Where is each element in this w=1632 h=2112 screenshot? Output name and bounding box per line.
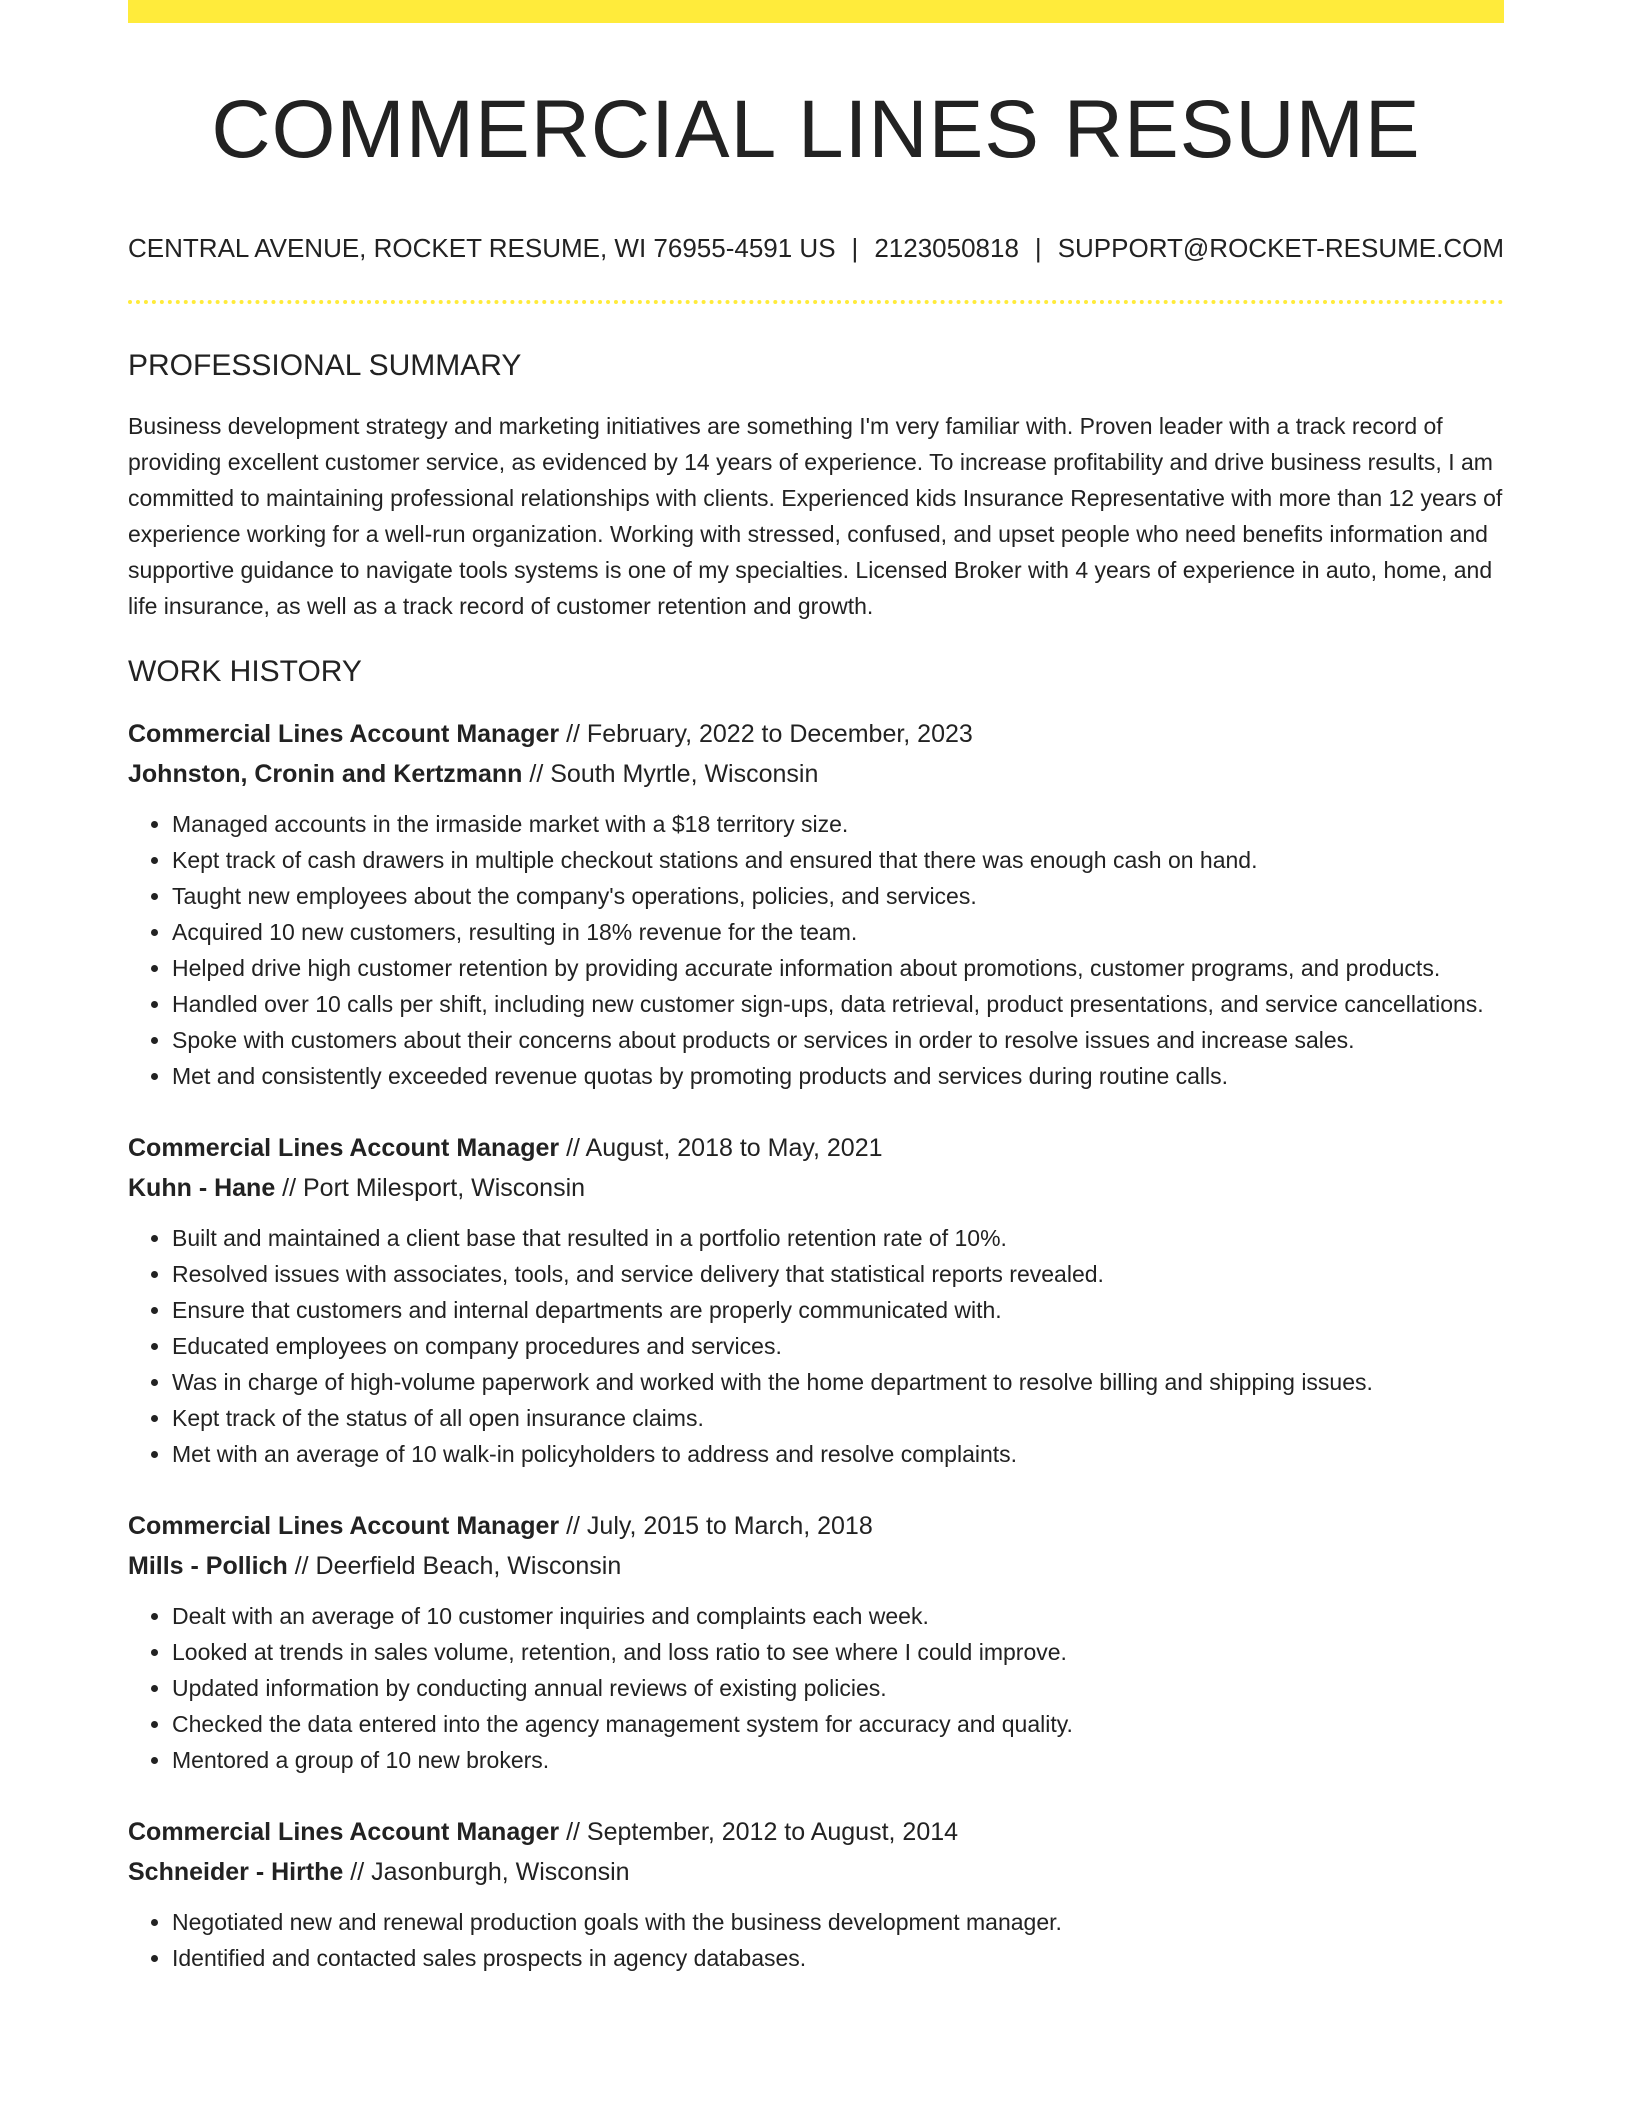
- job-bullet: • Managed accounts in the irmaside market with a $18 territory size.: [172, 806, 1504, 842]
- job-company: Johnston, Cronin and Kertzmann: [128, 760, 523, 788]
- job-bullet: • Mentored a group of 10 new brokers.: [172, 1742, 1504, 1778]
- job-bullet: • Checked the data entered into the agency management system for accuracy and quality.: [172, 1706, 1504, 1742]
- job-bullet: • Kept track of the status of all open insurance claims.: [172, 1400, 1504, 1436]
- job-company: Schneider - Hirthe: [128, 1858, 344, 1886]
- job-company-line: [128, 1168, 1504, 1208]
- job-title: Commercial Lines Account Manager: [128, 1818, 560, 1846]
- job-dates: // February, 2022 to December, 2023: [559, 720, 973, 748]
- job-bullet: • Ensure that customers and internal departments are properly communicated with.: [172, 1292, 1504, 1328]
- job-title-line: [128, 714, 1504, 754]
- page-title: COMMERCIAL LINES RESUME: [211, 84, 1421, 175]
- job-location: // Deerfield Beach, Wisconsin: [287, 1552, 622, 1580]
- job-dates: // August, 2018 to May, 2021: [559, 1134, 883, 1162]
- job-bullet: • Identified and contacted sales prospects in agency databases.: [172, 1940, 1504, 1976]
- job-title: Commercial Lines Account Manager: [128, 720, 560, 748]
- header-divider: [128, 300, 1504, 304]
- job-entry: [128, 1506, 1504, 1778]
- job-bullet: • Looked at trends in sales volume, retention, and loss ratio to see where I could improve.: [172, 1634, 1504, 1670]
- contact-separator: |: [851, 233, 859, 263]
- job-bullet: • Met with an average of 10 walk-in policyholders to address and resolve complaints.: [172, 1436, 1504, 1472]
- job-bullets: [128, 806, 1504, 1094]
- job-company: Kuhn - Hane: [128, 1174, 276, 1202]
- job-bullet: • Negotiated new and renewal production goals with the business development manager.: [172, 1904, 1504, 1940]
- job-title-line: [128, 1128, 1504, 1168]
- job-entry: [128, 1128, 1504, 1472]
- job-bullet: • Helped drive high customer retention by providing accurate information about promotions, customer programs, and products.: [172, 950, 1504, 986]
- job-location: // Port Milesport, Wisconsin: [275, 1174, 586, 1202]
- work-history-heading: WORK HISTORY: [128, 655, 362, 688]
- job-list: [128, 714, 1504, 1976]
- job-location: // South Myrtle, Wisconsin: [522, 760, 819, 788]
- job-dates: // July, 2015 to March, 2018: [559, 1512, 873, 1540]
- job-entry: [128, 714, 1504, 1094]
- job-title: Commercial Lines Account Manager: [128, 1134, 560, 1162]
- contact-line: [128, 232, 1504, 264]
- contact-address: CENTRAL AVENUE, ROCKET RESUME, WI 76955-4591 US: [128, 233, 836, 263]
- contact-phone: 2123050818: [874, 233, 1019, 263]
- summary-heading: PROFESSIONAL SUMMARY: [128, 349, 522, 382]
- job-bullet: • Was in charge of high-volume paperwork and worked with the home department to resolve billing and shipping issues.: [172, 1364, 1504, 1400]
- job-entry: [128, 1812, 1504, 1976]
- job-bullet: • Kept track of cash drawers in multiple checkout stations and ensured that there was enough cash on hand.: [172, 842, 1504, 878]
- job-bullet: • Dealt with an average of 10 customer inquiries and complaints each week.: [172, 1598, 1504, 1634]
- job-bullet: • Resolved issues with associates, tools, and service delivery that statistical reports revealed.: [172, 1256, 1504, 1292]
- job-company-line: [128, 1546, 1504, 1586]
- job-bullet: • Acquired 10 new customers, resulting in 18% revenue for the team.: [172, 914, 1504, 950]
- job-bullet: • Met and consistently exceeded revenue quotas by promoting products and services during routine calls.: [172, 1058, 1504, 1094]
- summary-text: Business development strategy and marketing initiatives are something I'm very familiar with. Proven leader with a track record of providing excellent customer service, as evidenced by 14 years of experience. To increase profitability and drive business results, I am committed to maintaining professional relationships with clients. Experienced kids Insurance Representative with more than 12 years of experience working for a well-run organization. Working with stressed, confused, and upset people who need benefits information and supportive guidance to navigate tools systems is one of my specialties. Licensed Broker with 4 years of experience in auto, home, and life insurance, as well as a track record of customer retention and growth.: [128, 413, 1503, 619]
- contact-separator: |: [1034, 233, 1042, 263]
- job-title: Commercial Lines Account Manager: [128, 1512, 560, 1540]
- resume-content: [128, 0, 1504, 1976]
- job-company-line: [128, 1852, 1504, 1892]
- job-location: // Jasonburgh, Wisconsin: [343, 1858, 630, 1886]
- job-bullet: • Handled over 10 calls per shift, including new customer sign-ups, data retrieval, product presentations, and service cancellations.: [172, 986, 1504, 1022]
- job-company-line: [128, 754, 1504, 794]
- job-bullets: [128, 1598, 1504, 1778]
- job-bullet: • Built and maintained a client base that resulted in a portfolio retention rate of 10%.: [172, 1220, 1504, 1256]
- job-bullet: • Taught new employees about the company's operations, policies, and services.: [172, 878, 1504, 914]
- job-bullet: • Updated information by conducting annual reviews of existing policies.: [172, 1670, 1504, 1706]
- job-bullet: • Educated employees on company procedures and services.: [172, 1328, 1504, 1364]
- job-company: Mills - Pollich: [128, 1552, 288, 1580]
- job-title-line: [128, 1812, 1504, 1852]
- job-bullet: • Spoke with customers about their concerns about products or services in order to resolve issues and increase sales.: [172, 1022, 1504, 1058]
- job-bullets: [128, 1904, 1504, 1976]
- job-title-line: [128, 1506, 1504, 1546]
- contact-email: SUPPORT@ROCKET-RESUME.COM: [1057, 233, 1504, 263]
- job-dates: // September, 2012 to August, 2014: [559, 1818, 959, 1846]
- job-bullets: [128, 1220, 1504, 1472]
